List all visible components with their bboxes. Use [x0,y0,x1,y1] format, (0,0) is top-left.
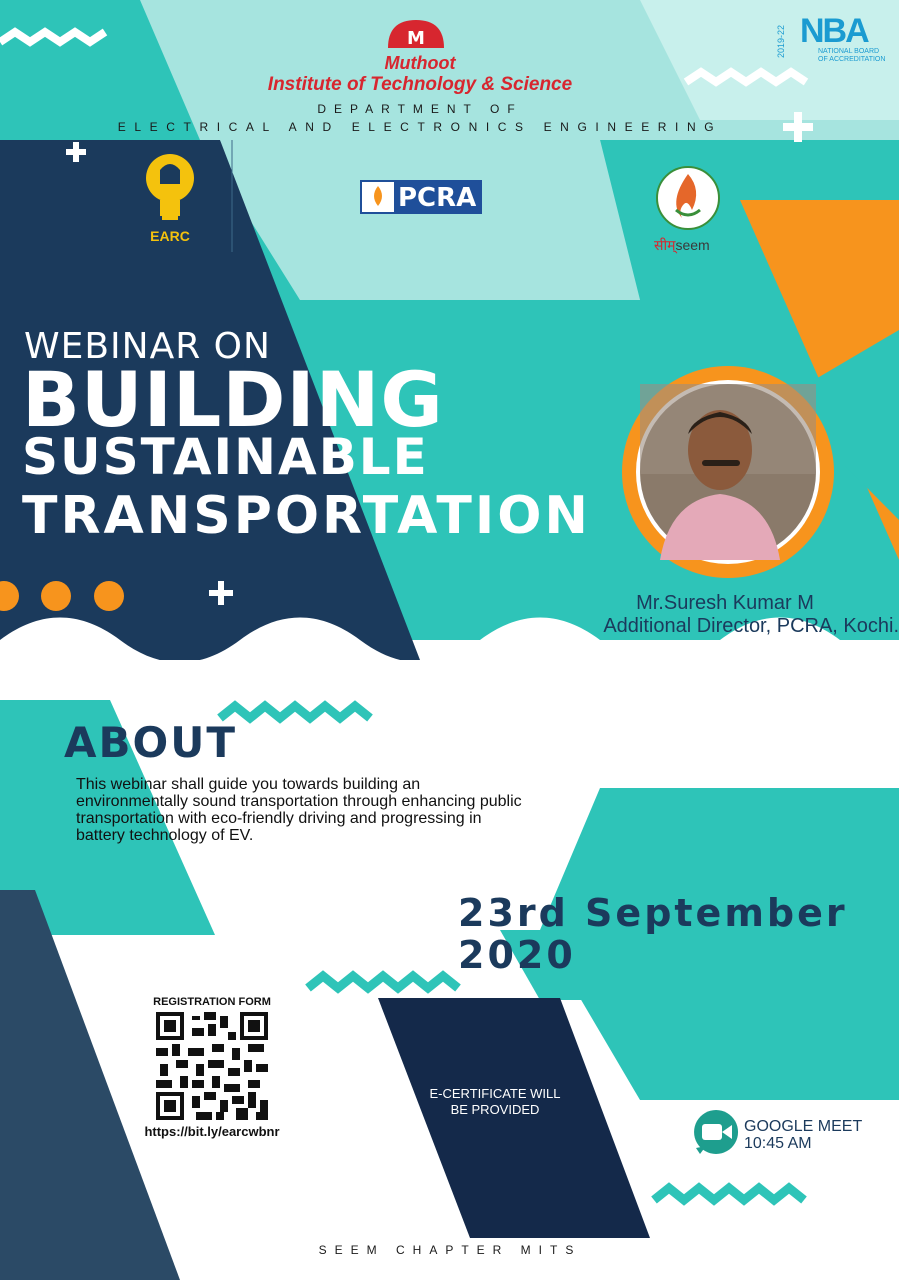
earc-label: EARC [150,228,190,244]
meeting-time: 10:45 AM [744,1135,812,1152]
speaker-name: Mr.Suresh Kumar M [636,592,814,614]
event-date [458,892,878,976]
earc-lightbulb-icon [142,150,198,230]
certificate-note: E-CERTIFICATE WILL BE PROVIDED [429,1086,561,1117]
seem-flame-icon [654,164,722,234]
google-meet-icon [690,1108,742,1156]
event-date-line2: 2020 [458,933,576,977]
department-line1: DEPARTMENT OF [317,102,523,116]
department-line2: ELECTRICAL AND ELECTRONICS ENGINEERING [117,120,723,134]
seem-label [654,236,710,255]
pcra-label: PCRA [398,183,477,213]
nba-subtitle: NATIONAL BOARD OF ACCREDITATION [818,48,886,63]
seem-label-hindi: सीम् [654,237,676,253]
about-heading: ABOUT [64,718,237,767]
title-line3: TRANSPORTATION [22,486,591,546]
meeting-platform: GOOGLE MEET [744,1118,863,1135]
registration-qr-code[interactable] [156,1012,268,1120]
nba-year: 2019-22 [776,24,786,58]
registration-label: REGISTRATION FORM [153,996,271,1008]
nba-logo: NBA [800,12,868,50]
institution-name [180,52,660,96]
svg-text:M: M [407,28,425,49]
speaker-role: Additional Director, PCRA, Kochi. [603,615,899,637]
title-prefix: WEBINAR ON [24,326,271,367]
footer-text: SEEM CHAPTER MITS [318,1243,582,1257]
registration-link[interactable]: https://bit.ly/earcwbnr [144,1124,280,1139]
speaker-photo [620,364,836,580]
event-date-line1: 23rd September [458,891,848,935]
title-line1: BUILDING [22,355,444,444]
institution-name-line2: Institute of Technology & Science [267,74,573,95]
seem-label-latin: seem [675,237,710,253]
institution-name-line1: Muthoot [384,53,456,73]
title-line2: SUSTAINABLE [22,428,429,486]
about-body: This webinar shall guide you towards building an environmentally sound transportation through enhancing public transportation with eco-friendly driving and progressing in battery technology of EV. [76,776,522,844]
mits-logo-icon [384,18,448,52]
meeting-info [744,1118,862,1152]
